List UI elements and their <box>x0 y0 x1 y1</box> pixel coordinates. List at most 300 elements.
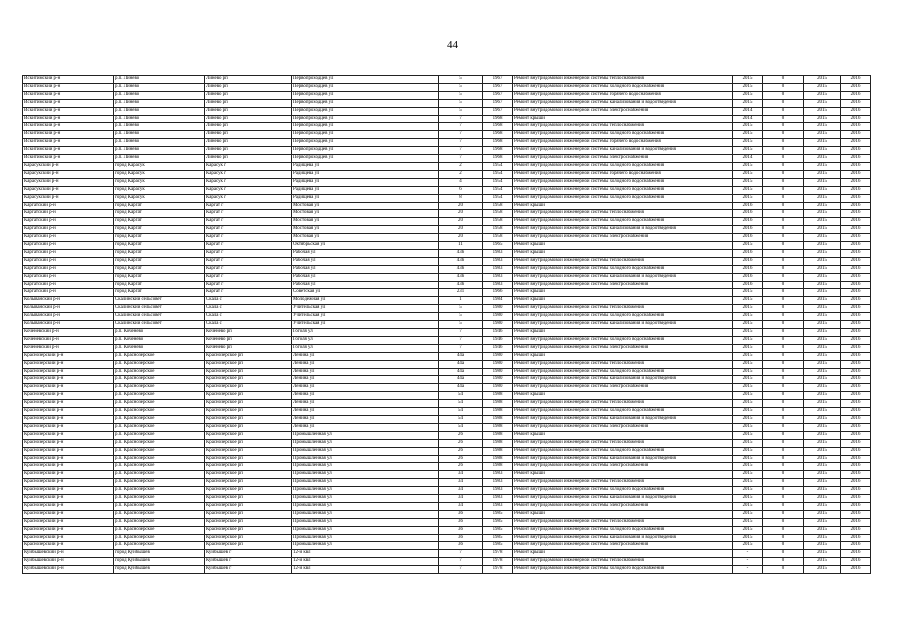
table-cell-locality: Линево рп <box>205 155 292 163</box>
table-cell-value: 0 <box>763 502 804 510</box>
table-cell-plan-end: 2016 <box>841 495 871 503</box>
table-cell-plan-from: 2015 <box>733 510 763 518</box>
table-cell-settlement: р.п. Краснозерское <box>114 360 205 368</box>
table-cell-locality: Линево рп <box>205 83 292 91</box>
table-cell-year: 1983 <box>483 257 513 265</box>
table-cell-plan-start: 2015 <box>804 170 841 178</box>
table-cell-street: Гоголя ул <box>292 336 439 344</box>
table-cell-street: Первопроходцев ул <box>292 147 439 155</box>
table-cell-plan-start: 2015 <box>804 186 841 194</box>
table-cell-work: Ремонт внутридомовой инженерной системы канализования и водоотведения <box>513 99 733 107</box>
table-cell-work: Ремонт внутридомовой инженерной системы холодного водоснабжения <box>513 83 733 91</box>
table-cell-locality: Коченево рп <box>205 336 292 344</box>
table-cell-plan-start: 2015 <box>804 487 841 495</box>
table-row <box>23 495 871 503</box>
table-cell-work: Ремонт внутридомовой инженерной системы холодного водоснабжения <box>513 313 733 321</box>
table-cell-settlement: р.п. Линево <box>114 123 205 131</box>
table-cell-settlement: р.п. Линево <box>114 131 205 139</box>
table-cell-street: Первопроходцев ул <box>292 83 439 91</box>
table-cell-plan-end: 2016 <box>841 139 871 147</box>
table-cell-year: 1968 <box>483 147 513 155</box>
table-cell-work: Ремонт внутридомовой инженерной системы холодного водоснабжения <box>513 526 733 534</box>
table-cell-plan-from: 2014 <box>733 155 763 163</box>
table-cell-plan-end: 2016 <box>841 455 871 463</box>
table-cell-work: Ремонт внутридомовой инженерной системы электроснабжения <box>513 155 733 163</box>
table-row <box>23 257 871 265</box>
table-cell-year: 1988 <box>483 400 513 408</box>
table-row <box>23 123 871 131</box>
table-cell-work: Ремонт внутридомовой инженерной системы холодного водоснабжения <box>513 447 733 455</box>
table-cell-plan-from: 2015 <box>733 139 763 147</box>
table-row <box>23 99 871 107</box>
table-cell-value: 0 <box>763 170 804 178</box>
table-cell-year: 1983 <box>483 281 513 289</box>
table-cell-district: Куйбышевский р-н <box>23 558 114 566</box>
table-cell-plan-start: 2015 <box>804 408 841 416</box>
table-cell-year: 1967 <box>483 91 513 99</box>
table-cell-year: 1946 <box>483 336 513 344</box>
table-cell-settlement: р.п. Краснозерское <box>114 392 205 400</box>
table-cell-value: 0 <box>763 550 804 558</box>
table-cell-street: Промышленная ул <box>292 518 439 526</box>
table-cell-plan-from: 2015 <box>733 487 763 495</box>
table-cell-settlement: р.п. Коченево <box>114 329 205 337</box>
table-cell-year: 1968 <box>483 115 513 123</box>
table-cell-district: Коченевский р-н <box>23 336 114 344</box>
table-cell-locality: Краснозерское рп <box>205 502 292 510</box>
table-cell-work: Ремонт крыши <box>513 471 733 479</box>
table-cell-plan-from: 2016 <box>733 234 763 242</box>
table-cell-plan-start: 2015 <box>804 360 841 368</box>
table-cell-locality: Краснозерское рп <box>205 463 292 471</box>
table-row <box>23 376 871 384</box>
table-cell-plan-end: 2016 <box>841 218 871 226</box>
table-row <box>23 518 871 526</box>
table-cell-work: Ремонт внутридомовой инженерной системы электроснабжения <box>513 281 733 289</box>
table-cell-work: Ремонт внутридомовой инженерной системы холодного водоснабжения <box>513 566 733 574</box>
table-cell-locality: Линево рп <box>205 107 292 115</box>
table-cell-district: Искитимский р-н <box>23 83 114 91</box>
table-cell-district: Краснозерский р-н <box>23 479 114 487</box>
table-cell-plan-start: 2015 <box>804 550 841 558</box>
table-cell-settlement: р.п. Коченево <box>114 336 205 344</box>
table-cell-plan-end: 2016 <box>841 352 871 360</box>
page-number: 44 <box>447 39 458 51</box>
table-row <box>23 550 871 558</box>
table-cell-locality: Карасук г <box>205 178 292 186</box>
table-cell-value: 0 <box>763 91 804 99</box>
table-row <box>23 423 871 431</box>
table-cell-plan-from: 2016 <box>733 265 763 273</box>
table-cell-value: 0 <box>763 526 804 534</box>
table-cell-locality: Куйбышев г <box>205 558 292 566</box>
table-cell-work: Ремонт внутридомовой инженерной системы теплоснабжения <box>513 558 733 566</box>
table-cell-plan-from: 2015 <box>733 242 763 250</box>
table-cell-value: 0 <box>763 431 804 439</box>
table-cell-house: 11 <box>439 242 483 250</box>
table-cell-year: 1988 <box>483 423 513 431</box>
table-cell-value: 0 <box>763 384 804 392</box>
table-cell-plan-from: 2015 <box>733 455 763 463</box>
table-cell-district: Каргатский р-н <box>23 265 114 273</box>
table-row <box>23 566 871 574</box>
table-cell-plan-from: 2015 <box>733 352 763 360</box>
table-row <box>23 242 871 250</box>
table-cell-settlement: р.п. Линево <box>114 139 205 147</box>
table-cell-plan-start: 2015 <box>804 471 841 479</box>
table-cell-plan-start: 2015 <box>804 257 841 265</box>
table-cell-settlement: город Куйбышев <box>114 566 205 574</box>
table-cell-value: 0 <box>763 139 804 147</box>
table-cell-house: 44а <box>439 352 483 360</box>
table-cell-value: 0 <box>763 194 804 202</box>
table-cell-plan-end: 2016 <box>841 242 871 250</box>
table-cell-street: Радищева ул <box>292 170 439 178</box>
table-cell-value: 0 <box>763 178 804 186</box>
table-cell-street: Первопроходцев ул <box>292 139 439 147</box>
table-row <box>23 297 871 305</box>
table-row <box>23 352 871 360</box>
table-cell-settlement: р.п. Краснозерское <box>114 431 205 439</box>
table-cell-plan-end: 2016 <box>841 415 871 423</box>
table-cell-year: 1980 <box>483 384 513 392</box>
table-cell-plan-from: 2016 <box>733 210 763 218</box>
table-cell-value: 0 <box>763 123 804 131</box>
table-cell-value: 0 <box>763 242 804 250</box>
table-cell-street: Рабочая ул <box>292 281 439 289</box>
table-cell-locality: Каргат г <box>205 242 292 250</box>
table-cell-district: Краснозерский р-н <box>23 534 114 542</box>
table-cell-settlement: город Каргат <box>114 202 205 210</box>
table-cell-plan-from: 2015 <box>733 518 763 526</box>
table-cell-value: 0 <box>763 83 804 91</box>
table-cell-plan-end: 2016 <box>841 76 871 84</box>
table-cell-work: Ремонт внутридомовой инженерной системы холодного водоснабжения <box>513 218 733 226</box>
table-cell-work: Ремонт внутридомовой инженерной системы холодного водоснабжения <box>513 408 733 416</box>
table-cell-district: Краснозерский р-н <box>23 495 114 503</box>
table-cell-street: Молодежная ул <box>292 297 439 305</box>
table-cell-work: Ремонт внутридомовой инженерной системы теплоснабжения <box>513 305 733 313</box>
table-cell-year: 1968 <box>483 139 513 147</box>
table-row <box>23 170 871 178</box>
table-cell-settlement: р.п. Линево <box>114 107 205 115</box>
table-cell-plan-end: 2016 <box>841 518 871 526</box>
table-cell-house: 43б <box>439 249 483 257</box>
table-cell-work: Ремонт внутридомовой инженерной системы холодного водоснабжения <box>513 487 733 495</box>
table-cell-district: Краснозерский р-н <box>23 368 114 376</box>
table-cell-street: Учительская ул <box>292 305 439 313</box>
table-cell-plan-start: 2015 <box>804 526 841 534</box>
table-cell-value: 0 <box>763 234 804 242</box>
table-cell-work: Ремонт внутридомовой инженерной системы холодного водоснабжения <box>513 178 733 186</box>
table-row <box>23 91 871 99</box>
table-cell-district: Краснозерский р-н <box>23 487 114 495</box>
table-cell-work: Ремонт крыши <box>513 431 733 439</box>
table-cell-work: Ремонт крыши <box>513 297 733 305</box>
table-cell-plan-end: 2016 <box>841 297 871 305</box>
table-cell-plan-start: 2015 <box>804 321 841 329</box>
table-cell-plan-start: 2015 <box>804 534 841 542</box>
table-cell-locality: Краснозерское рп <box>205 368 292 376</box>
table-cell-plan-from: - <box>733 566 763 574</box>
table-cell-plan-start: 2015 <box>804 447 841 455</box>
table-cell-plan-start: 2015 <box>804 542 841 550</box>
table-cell-plan-end: 2016 <box>841 194 871 202</box>
table-cell-year: 1980 <box>483 368 513 376</box>
table-cell-year: 1980 <box>483 321 513 329</box>
table-cell-district: Карасукский р-н <box>23 162 114 170</box>
table-cell-house: 34 <box>439 502 483 510</box>
table-cell-district: Краснозерский р-н <box>23 408 114 416</box>
table-cell-house: 36 <box>439 534 483 542</box>
table-cell-plan-end: 2016 <box>841 210 871 218</box>
table-cell-street: Учительская ул <box>292 321 439 329</box>
table-cell-plan-from: 2015 <box>733 447 763 455</box>
table-cell-district: Колыванский р-н <box>23 305 114 313</box>
table-row <box>23 487 871 495</box>
table-cell-district: Каргатский р-н <box>23 242 114 250</box>
table-cell-plan-start: 2015 <box>804 352 841 360</box>
table-cell-plan-start: 2015 <box>804 479 841 487</box>
table-cell-year: 1985 <box>483 526 513 534</box>
table-cell-plan-from: 2015 <box>733 336 763 344</box>
table-cell-year: 1983 <box>483 479 513 487</box>
table-cell-district: Краснозерский р-н <box>23 510 114 518</box>
table-row <box>23 408 871 416</box>
table-cell-plan-end: 2016 <box>841 257 871 265</box>
table-cell-district: Карасукский р-н <box>23 178 114 186</box>
table-cell-plan-start: 2015 <box>804 455 841 463</box>
table-cell-street: Первопроходцев ул <box>292 131 439 139</box>
table-row <box>23 415 871 423</box>
table-cell-plan-from: 2015 <box>733 408 763 416</box>
table-cell-value: 0 <box>763 76 804 84</box>
table-cell-value: 0 <box>763 376 804 384</box>
table-cell-plan-from: 2015 <box>733 471 763 479</box>
table-cell-house: 7 <box>439 558 483 566</box>
table-cell-locality: Линево рп <box>205 99 292 107</box>
table-cell-locality: Краснозерское рп <box>205 471 292 479</box>
table-cell-street: Промышленная ул <box>292 487 439 495</box>
table-cell-street: Ленина ул <box>292 392 439 400</box>
table-cell-plan-from: 2015 <box>733 344 763 352</box>
table-cell-plan-end: 2016 <box>841 329 871 337</box>
table-cell-plan-start: 2015 <box>804 91 841 99</box>
table-cell-work: Ремонт внутридомовой инженерной системы теплоснабжения <box>513 76 733 84</box>
table-cell-street: Ленина ул <box>292 360 439 368</box>
table-cell-district: Краснозерский р-н <box>23 502 114 510</box>
table-cell-value: 0 <box>763 415 804 423</box>
table-cell-street: Ленина ул <box>292 400 439 408</box>
table-cell-plan-start: 2015 <box>804 123 841 131</box>
table-cell-street: Гоголя ул <box>292 344 439 352</box>
table-cell-plan-start: 2015 <box>804 463 841 471</box>
table-cell-plan-end: 2016 <box>841 155 871 163</box>
table-cell-street: Советская ул <box>292 289 439 297</box>
table-cell-street: Ленина ул <box>292 415 439 423</box>
table-cell-plan-start: 2015 <box>804 202 841 210</box>
table-cell-year: 1958 <box>483 202 513 210</box>
table-cell-street: Ленина ул <box>292 384 439 392</box>
table-cell-locality: Краснозерское рп <box>205 495 292 503</box>
table-cell-street: Промышленная ул <box>292 502 439 510</box>
table-cell-settlement: р.п. Краснозерское <box>114 518 205 526</box>
table-cell-value: 0 <box>763 408 804 416</box>
table-cell-house: 54 <box>439 392 483 400</box>
table-cell-work: Ремонт внутридомовой инженерной системы канализования и водоотведения <box>513 226 733 234</box>
table-cell-street: Ленина ул <box>292 423 439 431</box>
table-cell-settlement: р.п. Краснозерское <box>114 352 205 360</box>
table-cell-settlement: р.п. Краснозерское <box>114 439 205 447</box>
table-cell-plan-from: 2015 <box>733 392 763 400</box>
table-cell-locality: Краснозерское рп <box>205 455 292 463</box>
table-cell-work: Ремонт внутридомовой инженерной системы электроснабжения <box>513 384 733 392</box>
table-cell-locality: Краснозерское рп <box>205 392 292 400</box>
table-cell-plan-from: 2015 <box>733 186 763 194</box>
table-cell-year: 1983 <box>483 249 513 257</box>
table-cell-plan-end: 2016 <box>841 502 871 510</box>
table-cell-street: Промышленная ул <box>292 495 439 503</box>
table-cell-locality: Карасук г <box>205 186 292 194</box>
table-cell-street: Первопроходцев ул <box>292 99 439 107</box>
table-cell-plan-from: - <box>733 550 763 558</box>
table-cell-plan-end: 2016 <box>841 447 871 455</box>
table-cell-plan-start: 2015 <box>804 336 841 344</box>
table-cell-plan-end: 2016 <box>841 107 871 115</box>
table-cell-house: 36 <box>439 510 483 518</box>
table-cell-plan-start: 2015 <box>804 376 841 384</box>
table-cell-plan-from: 2015 <box>733 463 763 471</box>
table-cell-street: Рабочая ул <box>292 249 439 257</box>
table-cell-plan-from: 2015 <box>733 431 763 439</box>
table-cell-plan-end: 2016 <box>841 202 871 210</box>
table-cell-value: 0 <box>763 162 804 170</box>
table-cell-street: Промышленная ул <box>292 463 439 471</box>
table-cell-value: 0 <box>763 487 804 495</box>
table-cell-work: Ремонт внутридомовой инженерной системы горячего водоснабжения <box>513 170 733 178</box>
table-cell-street: Ленина ул <box>292 376 439 384</box>
table-row <box>23 289 871 297</box>
table-row <box>23 329 871 337</box>
table-cell-plan-start: 2015 <box>804 415 841 423</box>
table-cell-plan-end: 2016 <box>841 479 871 487</box>
table-cell-plan-from: 2015 <box>733 91 763 99</box>
table-cell-plan-from: 2015 <box>733 313 763 321</box>
table-cell-settlement: город Каргат <box>114 242 205 250</box>
table-cell-plan-start: 2015 <box>804 178 841 186</box>
table-row <box>23 178 871 186</box>
table-cell-plan-end: 2016 <box>841 289 871 297</box>
table-cell-plan-start: 2015 <box>804 400 841 408</box>
table-cell-plan-from: 2015 <box>733 131 763 139</box>
table-cell-plan-from: 2015 <box>733 423 763 431</box>
table-cell-locality: Краснозерское рп <box>205 542 292 550</box>
table-cell-street: Промышленная ул <box>292 542 439 550</box>
table-cell-work: Ремонт внутридомовой инженерной системы теплоснабжения <box>513 210 733 218</box>
table-cell-work: Ремонт внутридомовой инженерной системы холодного водоснабжения <box>513 131 733 139</box>
table-cell-year: 1980 <box>483 376 513 384</box>
table-cell-district: Краснозерский р-н <box>23 526 114 534</box>
table-cell-settlement: р.п. Краснозерское <box>114 423 205 431</box>
table-cell-house: 4 <box>439 178 483 186</box>
table-cell-plan-from: 2015 <box>733 376 763 384</box>
table-cell-value: 0 <box>763 566 804 574</box>
table-cell-work: Ремонт крыши <box>513 352 733 360</box>
table-cell-house: 54 <box>439 408 483 416</box>
table-cell-year: 1983 <box>483 273 513 281</box>
table-cell-house: 43б <box>439 281 483 289</box>
table-row <box>23 313 871 321</box>
table-cell-plan-start: 2015 <box>804 502 841 510</box>
table-cell-house: 44а <box>439 368 483 376</box>
table-cell-year: 1967 <box>483 76 513 84</box>
table-cell-plan-from: 2015 <box>733 178 763 186</box>
table-cell-value: 0 <box>763 518 804 526</box>
table-cell-district: Каргатский р-н <box>23 257 114 265</box>
table-cell-plan-end: 2016 <box>841 463 871 471</box>
table-cell-work: Ремонт внутридомовой инженерной системы канализования и водоотведения <box>513 495 733 503</box>
table-cell-street: Промышленная ул <box>292 431 439 439</box>
table-cell-locality: Краснозерское рп <box>205 518 292 526</box>
table-row <box>23 202 871 210</box>
table-cell-plan-from: 2014 <box>733 115 763 123</box>
table-cell-district: Краснозерский р-н <box>23 376 114 384</box>
table-cell-locality: Краснозерское рп <box>205 439 292 447</box>
table-cell-plan-start: 2015 <box>804 107 841 115</box>
table-cell-value: 0 <box>763 479 804 487</box>
table-cell-settlement: р.п. Краснозерское <box>114 534 205 542</box>
table-cell-work: Ремонт крыши <box>513 289 733 297</box>
table-cell-plan-end: 2016 <box>841 439 871 447</box>
table-cell-plan-from: 2015 <box>733 439 763 447</box>
table-cell-street: Промышленная ул <box>292 439 439 447</box>
table-cell-settlement: город Каргат <box>114 273 205 281</box>
table-cell-plan-end: 2016 <box>841 234 871 242</box>
table-cell-district: Куйбышевский р-н <box>23 566 114 574</box>
table-cell-year: 1968 <box>483 131 513 139</box>
table-cell-locality: Линево рп <box>205 76 292 84</box>
table-cell-plan-start: 2015 <box>804 162 841 170</box>
table-cell-year: 1954 <box>483 170 513 178</box>
table-cell-settlement: город Каргат <box>114 281 205 289</box>
table-cell-locality: Краснозерское рп <box>205 431 292 439</box>
table-cell-plan-start: 2015 <box>804 297 841 305</box>
table-cell-plan-start: 2015 <box>804 265 841 273</box>
table-cell-year: 1958 <box>483 210 513 218</box>
table-row <box>23 368 871 376</box>
table-cell-plan-from: 2015 <box>733 384 763 392</box>
table-cell-year: 1946 <box>483 329 513 337</box>
table-cell-house: 36 <box>439 518 483 526</box>
table-cell-settlement: город Каргат <box>114 226 205 234</box>
table-cell-district: Краснозерский р-н <box>23 542 114 550</box>
table-cell-value: 0 <box>763 423 804 431</box>
table-cell-settlement: Скалинский сельсовет <box>114 321 205 329</box>
table-cell-street: 12-й квл <box>292 558 439 566</box>
table-cell-work: Ремонт внутридомовой инженерной системы теплоснабжения <box>513 518 733 526</box>
table-cell-settlement: город Карасук <box>114 178 205 186</box>
table-cell-year: 1983 <box>483 495 513 503</box>
table-cell-year: 1985 <box>483 518 513 526</box>
table-cell-locality: Краснозерское рп <box>205 408 292 416</box>
table-cell-value: 0 <box>763 352 804 360</box>
table-cell-house: 43б <box>439 257 483 265</box>
table-cell-plan-from: 2015 <box>733 329 763 337</box>
table-cell-year: 1980 <box>483 313 513 321</box>
table-cell-street: Первопроходцев ул <box>292 76 439 84</box>
table-cell-work: Ремонт внутридомовой инженерной системы теплоснабжения <box>513 479 733 487</box>
table-cell-year: 1988 <box>483 408 513 416</box>
